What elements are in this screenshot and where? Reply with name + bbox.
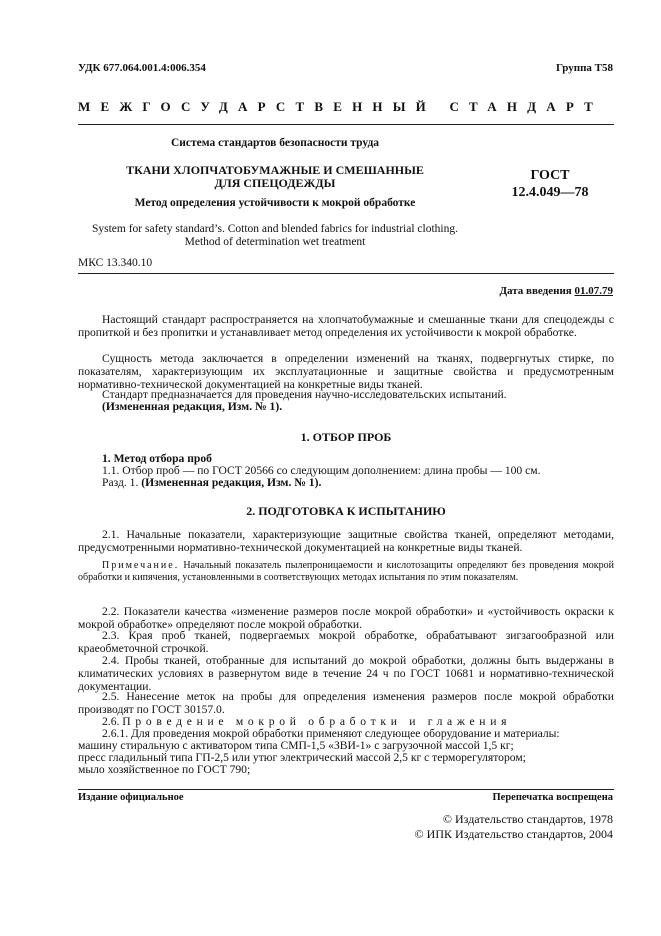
copyright-2004: © ИПК Издательство стандартов, 2004 [414, 827, 613, 841]
reprint-prohibited: Перепечатка воспрещена [492, 792, 613, 803]
equipment-item-3: мыло хозяйственное по ГОСТ 790; [78, 763, 251, 776]
banner-rule [78, 124, 614, 125]
mks-rule [78, 273, 614, 274]
equipment-item-2: пресс гладильный типа ГП-2,5 или утюг электрический массой 2,5 кг с терморегулятором; [78, 751, 526, 764]
footer-rule [78, 789, 614, 790]
title-line-1: ТКАНИ ХЛОПЧАТОБУМАЖНЫЕ И СМЕШАННЫЕ [126, 163, 424, 177]
equipment-item-1: машину стиральную с активатором типа СМП-1,5 «ЗВИ-1» с загрузочной массой 1,5 кг; [78, 739, 514, 752]
clause-2-1: 2.1. Начальные показатели, характеризующие защитные свойства тканей, определяют методами, предусмотренными нормативно-технической документацией на конкретные виды тканей. [78, 528, 614, 554]
section-1-subheading: 1. Метод отбора проб [102, 452, 212, 465]
gost-number: 12.4.049—78 [511, 185, 589, 200]
clause-2-2: 2.2. Показатели качества «изменение размеров после мокрой обработки» и «устойчивость окраски к мокрой обработке» определяют после мокрой обработки. [78, 605, 614, 631]
section-1-amendment [102, 476, 321, 489]
note-text: Начальный показатель пылепроницаемости и кислотозащиты определяют без проведения мокрой обработки и кипячения, установленными в соответствующих методах испытания по этим показателям. [78, 560, 614, 583]
intro-date-value: 01.07.79 [574, 285, 613, 297]
note-label: Примечание. [102, 560, 180, 571]
intro-paragraph-2: Сущность метода заключается в определении изменений на тканях, подвергнутых стирке, по показателям, характеризующим их эксплуатационные и защитные свойства и предусмотренным нормативно-технической документацией на конкретные виды тканей. [78, 352, 614, 391]
clause-2-6-title: Проведение мокрой обработки и глажения [122, 715, 512, 728]
title-line-2: ДЛЯ СПЕЦОДЕЖДЫ [214, 176, 336, 190]
gost-label: ГОСТ [530, 168, 570, 183]
intro-date-label: Дата введения [499, 285, 572, 297]
copyright-1978: © Издательство стандартов, 1978 [442, 812, 613, 826]
english-title-line-2: Method of determination wet treatment [184, 236, 366, 248]
group-code: Группа Т58 [555, 62, 613, 74]
section-1-amendment-text: (Измененная редакция, Изм. № 1). [141, 476, 322, 489]
section-2-heading: 2. ПОДГОТОВКА К ИСПЫТАНИЮ [246, 504, 446, 518]
section-1-clause-1-1: 1.1. Отбор проб — по ГОСТ 20566 со следующим дополнением: длина пробы — 100 см. [102, 464, 541, 477]
note-2-1 [78, 560, 614, 583]
english-title-line-1: System for safety standard’s. Cotton and blended fabrics for industrial clothing. [91, 223, 458, 235]
intro-amendment: (Измененная редакция, Изм. № 1). [102, 400, 283, 413]
intro-date [499, 285, 613, 297]
udk-code: УДК 677.064.001.4:006.354 [78, 62, 206, 74]
clause-2-4: 2.4. Пробы тканей, отобранные для испытаний до мокрой обработки, должны быть выдержаны в климатических условиях в развернутом виде в течение 24 ч по ГОСТ 10681 и нормативно-технической документации. [78, 654, 614, 693]
intro-paragraph-1: Настоящий стандарт распространяется на хлопчатобумажные и смешанные ткани для спецодежды с пропиткой и без пропитки и устанавливает метод определения их устойчивости к мокрой обработке. [78, 313, 614, 339]
standard-banner: МЕЖГОСУДАРСТВЕННЫЙ СТАНДАРТ [78, 99, 604, 114]
official-edition: Издание официальное [78, 792, 184, 803]
mks-code: МКС 13.340.10 [78, 257, 153, 269]
system-title: Система стандартов безопасности труда [170, 137, 380, 149]
clause-2-3: 2.3. Края проб тканей, подвергаемых мокрой обработке, обрабатывают зигзагообразной или краеобметочной строчкой. [78, 629, 614, 655]
section-1-heading: 1. ОТБОР ПРОБ [300, 430, 392, 444]
clause-2-5: 2.5. Нанесение меток на пробы для определения изменения размеров после мокрой обработки производят по ГОСТ 30157.0. [78, 690, 614, 716]
intro-paragraph-3: Стандарт предназначается для проведения научно-исследовательских испытаний. [102, 388, 507, 401]
section-1-amendment-prefix: Разд. 1. [102, 476, 139, 489]
clause-2-6-1: 2.6.1. Для проведения мокрой обработки применяют следующее оборудование и материалы: [102, 727, 560, 740]
clause-2-6-number: 2.6. [102, 715, 120, 728]
document-subtitle: Метод определения устойчивости к мокрой обработке [134, 197, 416, 209]
